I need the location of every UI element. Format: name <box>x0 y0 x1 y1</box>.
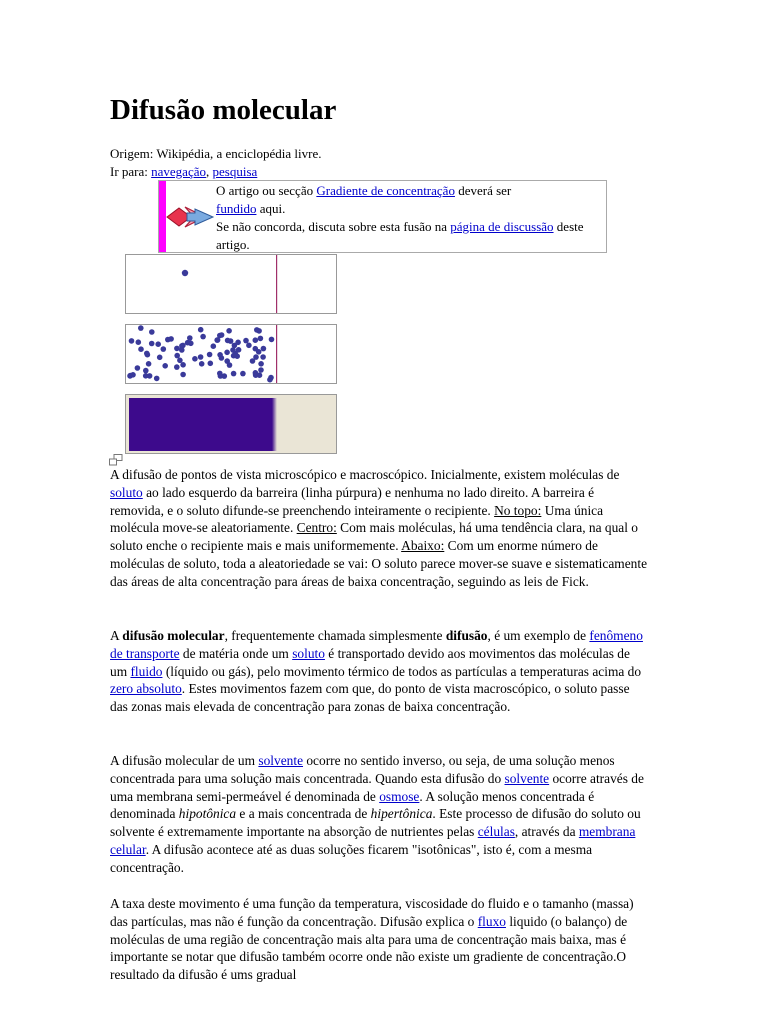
molecule <box>240 371 246 377</box>
paragraph-text: . Este processo de difusão do soluto ou solvente é extremamente importante na absorção de nutrientes pelas <box>110 806 641 840</box>
absolute-zero-link[interactable]: zero absoluto <box>110 681 182 697</box>
molecule <box>157 355 163 361</box>
paragraph-text: de matéria onde um <box>179 645 293 661</box>
molecule <box>136 339 142 345</box>
molecule <box>200 334 206 340</box>
diffusion-front <box>272 398 277 451</box>
diffusion-panel-single <box>125 254 337 314</box>
navigation-link[interactable]: navegação <box>151 164 206 179</box>
solute-region <box>129 398 273 451</box>
molecule <box>230 347 236 353</box>
molecule <box>236 347 242 353</box>
molecule <box>143 368 149 374</box>
molecule <box>253 354 259 360</box>
paragraph-definition <box>110 627 650 716</box>
molecule <box>185 340 191 346</box>
molecule <box>225 338 231 344</box>
caption-bottom-label: Abaixo: <box>401 538 445 554</box>
molecule <box>260 354 266 360</box>
molecule <box>207 352 213 358</box>
transport-phenomenon-link[interactable]: fenômeno de transporte <box>110 628 643 661</box>
caption-text: Com mais moléculas, há uma tendência clara, na qual o soluto enche o recipiente mais e mais uniformemente. <box>110 520 638 554</box>
paragraph-text: ocorre através de uma membrana semi-permeável é denominada de <box>110 770 644 804</box>
merge-text-5: deste artigo. <box>216 219 584 252</box>
paragraph-text: , frequentemente chamada simplesmente <box>224 628 446 643</box>
caption-text: A difusão de pontos de vista microscópico e macroscópico. Inicialmente, existem moléculas de <box>110 467 620 482</box>
paragraph-solvent <box>110 752 650 877</box>
molecule <box>198 327 204 333</box>
figure-caption <box>110 466 650 591</box>
caption-text: ao lado esquerdo da barreira (linha púrpura) e nenhuma no lado direito. A barreira é removida, e o soluto difunde-se preenchendo inteiramente o recipiente. <box>110 484 595 518</box>
molecule <box>149 341 155 347</box>
merge-text-2: deverá ser <box>454 183 512 198</box>
molecule <box>149 329 155 335</box>
molecule <box>143 373 149 379</box>
term-italic: hipertônica <box>370 806 433 822</box>
molecule <box>267 377 273 383</box>
search-link[interactable]: pesquisa <box>212 164 258 179</box>
molecule <box>258 367 264 373</box>
jump-to-line <box>110 163 257 181</box>
molecule <box>180 362 186 368</box>
paragraph-text: , através da <box>514 824 579 840</box>
merge-notice-text <box>216 182 604 254</box>
paragraph-text: ocorre no sentido inverso, ou seja, de uma solução menos concentrada para uma solução mais concentrada. Quando esta difusão do <box>110 753 615 786</box>
molecule <box>138 346 144 352</box>
molecule <box>146 361 152 367</box>
paragraph-text: , é um exemplo de <box>487 628 590 643</box>
molecule <box>253 346 259 352</box>
paragraph-text: (líquido ou gás), pelo movimento térmico de todos as partículas a temperaturas acima do <box>162 663 642 679</box>
barrier-line <box>276 325 277 383</box>
paragraph-text: . A difusão acontece até as duas soluções ficarem "isotônicas", isto é, com a mesma concentração. <box>110 841 593 875</box>
molecule <box>180 372 186 378</box>
caption-text: Uma única molécula move-se aleatoriamente. <box>110 502 604 536</box>
paragraph-text: é transportado devido aos movimentos das moléculas de um <box>110 645 630 679</box>
molecule <box>182 270 188 276</box>
page-title: Difusão molecular <box>110 94 337 126</box>
caption-center-label: Centro: <box>296 520 337 536</box>
molecule <box>253 370 259 376</box>
paragraph-text: . A solução menos concentrada é denominada <box>110 788 595 822</box>
solute-link[interactable]: soluto <box>110 484 143 500</box>
molecule <box>215 337 221 343</box>
molecule <box>165 337 171 343</box>
discussion-page-link[interactable]: página de discussão <box>450 219 554 234</box>
molecule <box>211 343 217 349</box>
molecule <box>162 363 168 369</box>
paragraph-text: A <box>110 628 123 643</box>
merge-text-1: O artigo ou secção <box>216 183 317 198</box>
molecule <box>219 332 225 338</box>
paragraph-text: A taxa deste movimento é uma função da temperatura, viscosidade do fluido e o tamanho (massa) das partículas, mas não é função da concentração. Difusão explica o <box>110 896 634 929</box>
molecule <box>258 361 264 367</box>
molecule <box>227 362 233 368</box>
molecule <box>246 343 252 349</box>
merged-link[interactable]: fundido <box>216 201 257 216</box>
molecule <box>198 354 204 360</box>
molecule <box>144 351 150 357</box>
paragraph-rate <box>110 895 650 984</box>
molecule <box>161 346 167 352</box>
solvent-link[interactable]: solvente <box>258 753 304 768</box>
molecule <box>155 341 161 347</box>
diffusion-panel-many <box>125 324 337 384</box>
caption-top-label: No topo: <box>494 502 542 518</box>
molecule <box>130 372 136 378</box>
molecule <box>199 361 205 367</box>
molecule <box>177 358 183 364</box>
molecule <box>174 353 180 359</box>
molecule <box>217 352 223 358</box>
osmosis-link[interactable]: osmose <box>379 788 420 804</box>
diffusion-panel-continuous <box>125 394 337 454</box>
molecule <box>217 371 223 377</box>
molecule <box>174 346 180 352</box>
molecule <box>192 356 198 362</box>
merge-arrow-icon <box>165 205 215 229</box>
jump-to-label: Ir para: <box>110 164 152 179</box>
paragraph-text: e a mais concentrada de <box>236 806 371 822</box>
merge-notice <box>158 180 607 253</box>
fluid-link[interactable]: fluido <box>130 663 163 679</box>
term-bold: difusão molecular <box>122 628 225 643</box>
paragraph-text: . Estes movimentos fazem com que, do ponto de vista macroscópico, o soluto passe das zonas mais elevada de concentração para zonas de baixa concentração. <box>110 681 630 715</box>
molecule <box>174 364 180 370</box>
cells-link[interactable]: células <box>477 824 515 840</box>
molecule <box>138 325 144 331</box>
paragraph-text: A difusão molecular de um <box>110 753 259 768</box>
molecule <box>243 338 249 344</box>
molecule <box>135 365 141 371</box>
molecule <box>179 347 185 353</box>
molecule <box>129 338 135 344</box>
gradient-concentration-link[interactable]: Gradiente de concentração <box>316 183 455 198</box>
molecule <box>261 346 267 352</box>
term-italic: hipotônica <box>178 806 237 822</box>
origin-line: Origem: Wikipédia, a enciclopédia livre. <box>110 146 322 161</box>
molecule <box>231 371 237 377</box>
flux-link[interactable]: fluxo <box>477 913 506 929</box>
enlarge-icon[interactable] <box>109 454 123 466</box>
barrier-line <box>276 255 277 313</box>
molecule <box>208 361 214 367</box>
caption-text: Com um enorme número de moléculas de soluto, toda a aleatoriedade se vai: O soluto parece mover-se suave e sistematicamente das áreas de alta concentração para áreas de baixa concentração, seguindo as leis de Fick. <box>110 538 648 589</box>
solvent-link[interactable]: solvente <box>504 770 550 786</box>
molecule <box>253 337 259 343</box>
molecule <box>269 337 275 343</box>
merge-text-4: Se não concorda, discuta sobre esta fusão na <box>216 219 451 234</box>
molecule <box>226 328 232 334</box>
merge-text-3: aqui. <box>256 201 286 216</box>
molecule <box>258 336 264 342</box>
solute-link[interactable]: soluto <box>292 645 325 661</box>
molecule <box>254 327 260 333</box>
molecule <box>224 350 230 356</box>
molecule <box>154 376 160 382</box>
cell-membrane-link[interactable]: membrana celular <box>110 824 636 857</box>
jump-separator: , <box>206 164 213 179</box>
paragraph-text: liquido (o balanço) de moléculas de uma região de concentração mais alta para uma de concentração mais baixa, mas é importante se notar que difusão também ocorre onde não existe um gradiente de concentração.O resultado da difusão é ums gradual <box>110 913 628 983</box>
term-bold: difusão <box>445 628 488 643</box>
